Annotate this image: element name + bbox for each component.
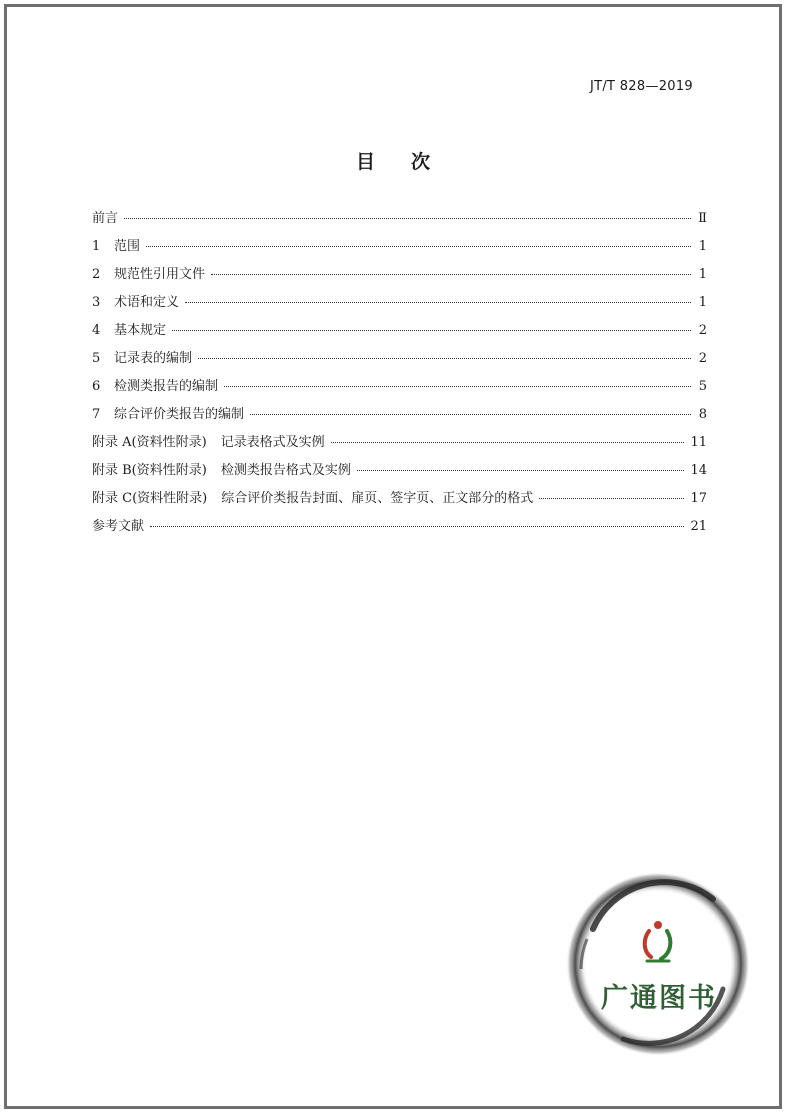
toc-entry-number: 7 <box>92 407 101 422</box>
toc-leader-dots <box>250 414 691 415</box>
toc-entry-number: 1 <box>92 239 101 254</box>
toc-entry-number: 6 <box>92 379 101 394</box>
toc-entry[interactable] <box>92 207 707 235</box>
toc-leader-dots <box>185 302 691 303</box>
toc-entry[interactable] <box>92 347 707 375</box>
toc-title-char-1: 目 <box>355 151 375 173</box>
publisher-seal-logo <box>563 869 753 1059</box>
toc-entry-page: 1 <box>698 295 707 310</box>
toc-entry-page: 21 <box>690 519 707 534</box>
toc-entry[interactable] <box>92 235 707 263</box>
toc-entry-label: 前言 <box>92 211 119 226</box>
standard-code: JT/T 828—2019 <box>589 79 693 94</box>
toc-appendix-prefix: 附录 A(资料性附录) <box>92 435 207 450</box>
toc-entry[interactable] <box>92 403 707 431</box>
table-of-contents <box>92 207 707 543</box>
toc-entry-label: 参考文献 <box>92 519 145 534</box>
toc-title <box>7 147 779 174</box>
toc-entry-label: 检测类报告格式及实例 <box>220 463 351 478</box>
toc-entry-label: 综合评价类报告的编制 <box>114 407 245 422</box>
toc-entry[interactable] <box>92 487 707 515</box>
toc-entry-number: 2 <box>92 267 101 282</box>
toc-entry-label: 基本规定 <box>114 323 167 338</box>
toc-entry-label: 综合评价类报告封面、扉页、签字页、正文部分的格式 <box>221 491 534 506</box>
toc-leader-dots <box>124 218 691 219</box>
toc-entry-label: 检测类报告的编制 <box>114 379 219 394</box>
seal-ring-icon <box>563 869 753 1059</box>
toc-leader-dots <box>224 386 691 387</box>
toc-entry-label: 范围 <box>114 239 141 254</box>
document-page <box>4 4 782 1109</box>
toc-entry[interactable] <box>92 291 707 319</box>
toc-leader-dots <box>539 498 684 499</box>
toc-entry-page: 2 <box>698 351 707 366</box>
toc-title-char-2: 次 <box>411 151 431 173</box>
toc-entry[interactable] <box>92 375 707 403</box>
toc-leader-dots <box>198 358 691 359</box>
toc-entry-number: 4 <box>92 323 101 338</box>
toc-appendix-prefix: 附录 B(资料性附录) <box>92 463 207 478</box>
toc-leader-dots <box>146 246 691 247</box>
toc-entry[interactable] <box>92 263 707 291</box>
toc-entry[interactable] <box>92 431 707 459</box>
toc-entry-page: 1 <box>698 239 707 254</box>
toc-leader-dots <box>150 526 684 527</box>
toc-entry-page: 8 <box>698 407 707 422</box>
toc-entry-number: 3 <box>92 295 101 310</box>
toc-entry-label: 记录表格式及实例 <box>220 435 325 450</box>
seal-text: 广通图书 <box>601 983 717 1014</box>
toc-appendix-prefix: 附录 C(资料性附录) <box>92 491 208 506</box>
toc-entry-label: 术语和定义 <box>114 295 180 310</box>
toc-leader-dots <box>331 442 685 443</box>
toc-entry-number: 5 <box>92 351 101 366</box>
toc-entry[interactable] <box>92 459 707 487</box>
toc-entry-page: 11 <box>690 435 707 450</box>
toc-entry[interactable] <box>92 319 707 347</box>
toc-leader-dots <box>357 470 685 471</box>
toc-entry-page: 1 <box>698 267 707 282</box>
toc-entry-page: 5 <box>698 379 707 394</box>
toc-entry-label: 记录表的编制 <box>114 351 193 366</box>
toc-entry-page: 17 <box>690 491 707 506</box>
toc-entry-label: 规范性引用文件 <box>114 267 206 282</box>
toc-entry[interactable] <box>92 515 707 543</box>
toc-entry-page: Ⅱ <box>698 211 707 226</box>
toc-leader-dots <box>172 330 691 331</box>
toc-entry-page: 2 <box>698 323 707 338</box>
toc-leader-dots <box>211 274 691 275</box>
toc-entry-page: 14 <box>690 463 707 478</box>
